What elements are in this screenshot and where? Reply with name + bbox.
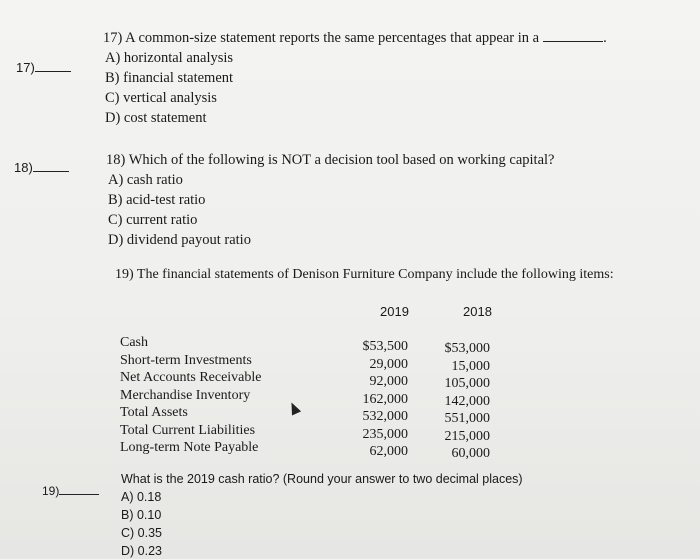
q18-text: 18) Which of the following is NOT a decision tool based on working capital?	[106, 152, 555, 168]
q17-option-a[interactable]: A) horizontal analysis	[105, 50, 234, 66]
q18-block	[106, 150, 554, 250]
q18-option-b[interactable]: B) acid-test ratio	[108, 192, 206, 208]
value-2018-total-assets: 551,000	[444, 411, 490, 426]
q19-question-text: What is the 2019 cash ratio? (Round your answer to two decimal places)	[121, 472, 523, 486]
q19-answer-blank[interactable]	[42, 484, 99, 498]
q18-option-a[interactable]: A) cash ratio	[108, 172, 183, 188]
q18-answer-blank[interactable]	[14, 160, 69, 175]
value-2018-short-term-investments: 15,000	[451, 358, 490, 374]
q17-option-b[interactable]: B) financial statement	[105, 70, 234, 86]
q19-number: 19)	[42, 484, 60, 498]
value-2019-short-term-investments: 29,000	[369, 356, 408, 372]
q18-option-d[interactable]: D) dividend payout ratio	[108, 232, 251, 248]
item-long-term-note-payable: Long-term Note Payable	[120, 440, 259, 455]
q18-option-c[interactable]: C) current ratio	[108, 212, 198, 228]
year-2019-header: 2019	[380, 304, 409, 319]
q19-option-d[interactable]: D) 0.23	[121, 544, 162, 558]
value-2019-total-assets: 532,000	[362, 409, 408, 424]
item-net-accounts-receivable: Net Accounts Receivable	[120, 370, 262, 385]
item-merchandise-inventory: Merchandise Inventory	[120, 387, 251, 403]
q19-intro: 19) The financial statements of Denison Furniture Company include the following items:	[115, 267, 614, 282]
item-cash: Cash	[120, 335, 148, 350]
q17-option-c[interactable]: C) vertical analysis	[105, 90, 217, 106]
q19-option-b[interactable]: B) 0.10	[121, 508, 162, 522]
q17-block: 17) A common-size statement reports the same percentages that appear in a . A) horizontal analysis B) financial statement C) vertical analysis D) cost statement	[103, 30, 607, 126]
item-total-current-liabilities: Total Current Liabilities	[120, 422, 256, 438]
q18-number: 18)	[14, 160, 33, 175]
q19-option-a[interactable]: A) 0.18	[121, 490, 162, 504]
value-2018-long-term-note-payable: 60,000	[451, 446, 490, 461]
value-2019-merchandise-inventory: 162,000	[362, 391, 408, 407]
q17-answer-blank[interactable]	[16, 60, 71, 75]
q17-text: 17) A common-size statement reports the same percentages that appear in a	[103, 30, 540, 46]
value-2019-long-term-note-payable: 62,000	[369, 444, 408, 459]
value-2018-merchandise-inventory: 142,000	[444, 393, 490, 409]
value-2018-total-current-liabilities: 215,000	[444, 428, 490, 444]
q17-number: 17)	[16, 60, 35, 75]
q19-question-block	[121, 470, 523, 560]
q19-option-c[interactable]: C) 0.35	[121, 526, 162, 540]
item-total-assets: Total Assets	[120, 405, 188, 420]
value-2019-total-current-liabilities: 235,000	[362, 426, 408, 442]
value-2018-cash: $53,000	[444, 341, 490, 356]
q17-option-d[interactable]: D) cost statement	[105, 110, 207, 126]
value-2019-cash: $53,500	[362, 339, 408, 354]
mouse-cursor-icon	[287, 400, 301, 415]
value-2018-net-accounts-receivable: 105,000	[444, 376, 490, 391]
values-2019-column	[350, 338, 408, 461]
item-short-term-investments: Short-term Investments	[120, 352, 252, 368]
year-2018-header: 2018	[463, 304, 492, 319]
values-2018-column	[430, 340, 490, 463]
value-2019-net-accounts-receivable: 92,000	[369, 374, 408, 389]
line-items	[120, 334, 262, 457]
